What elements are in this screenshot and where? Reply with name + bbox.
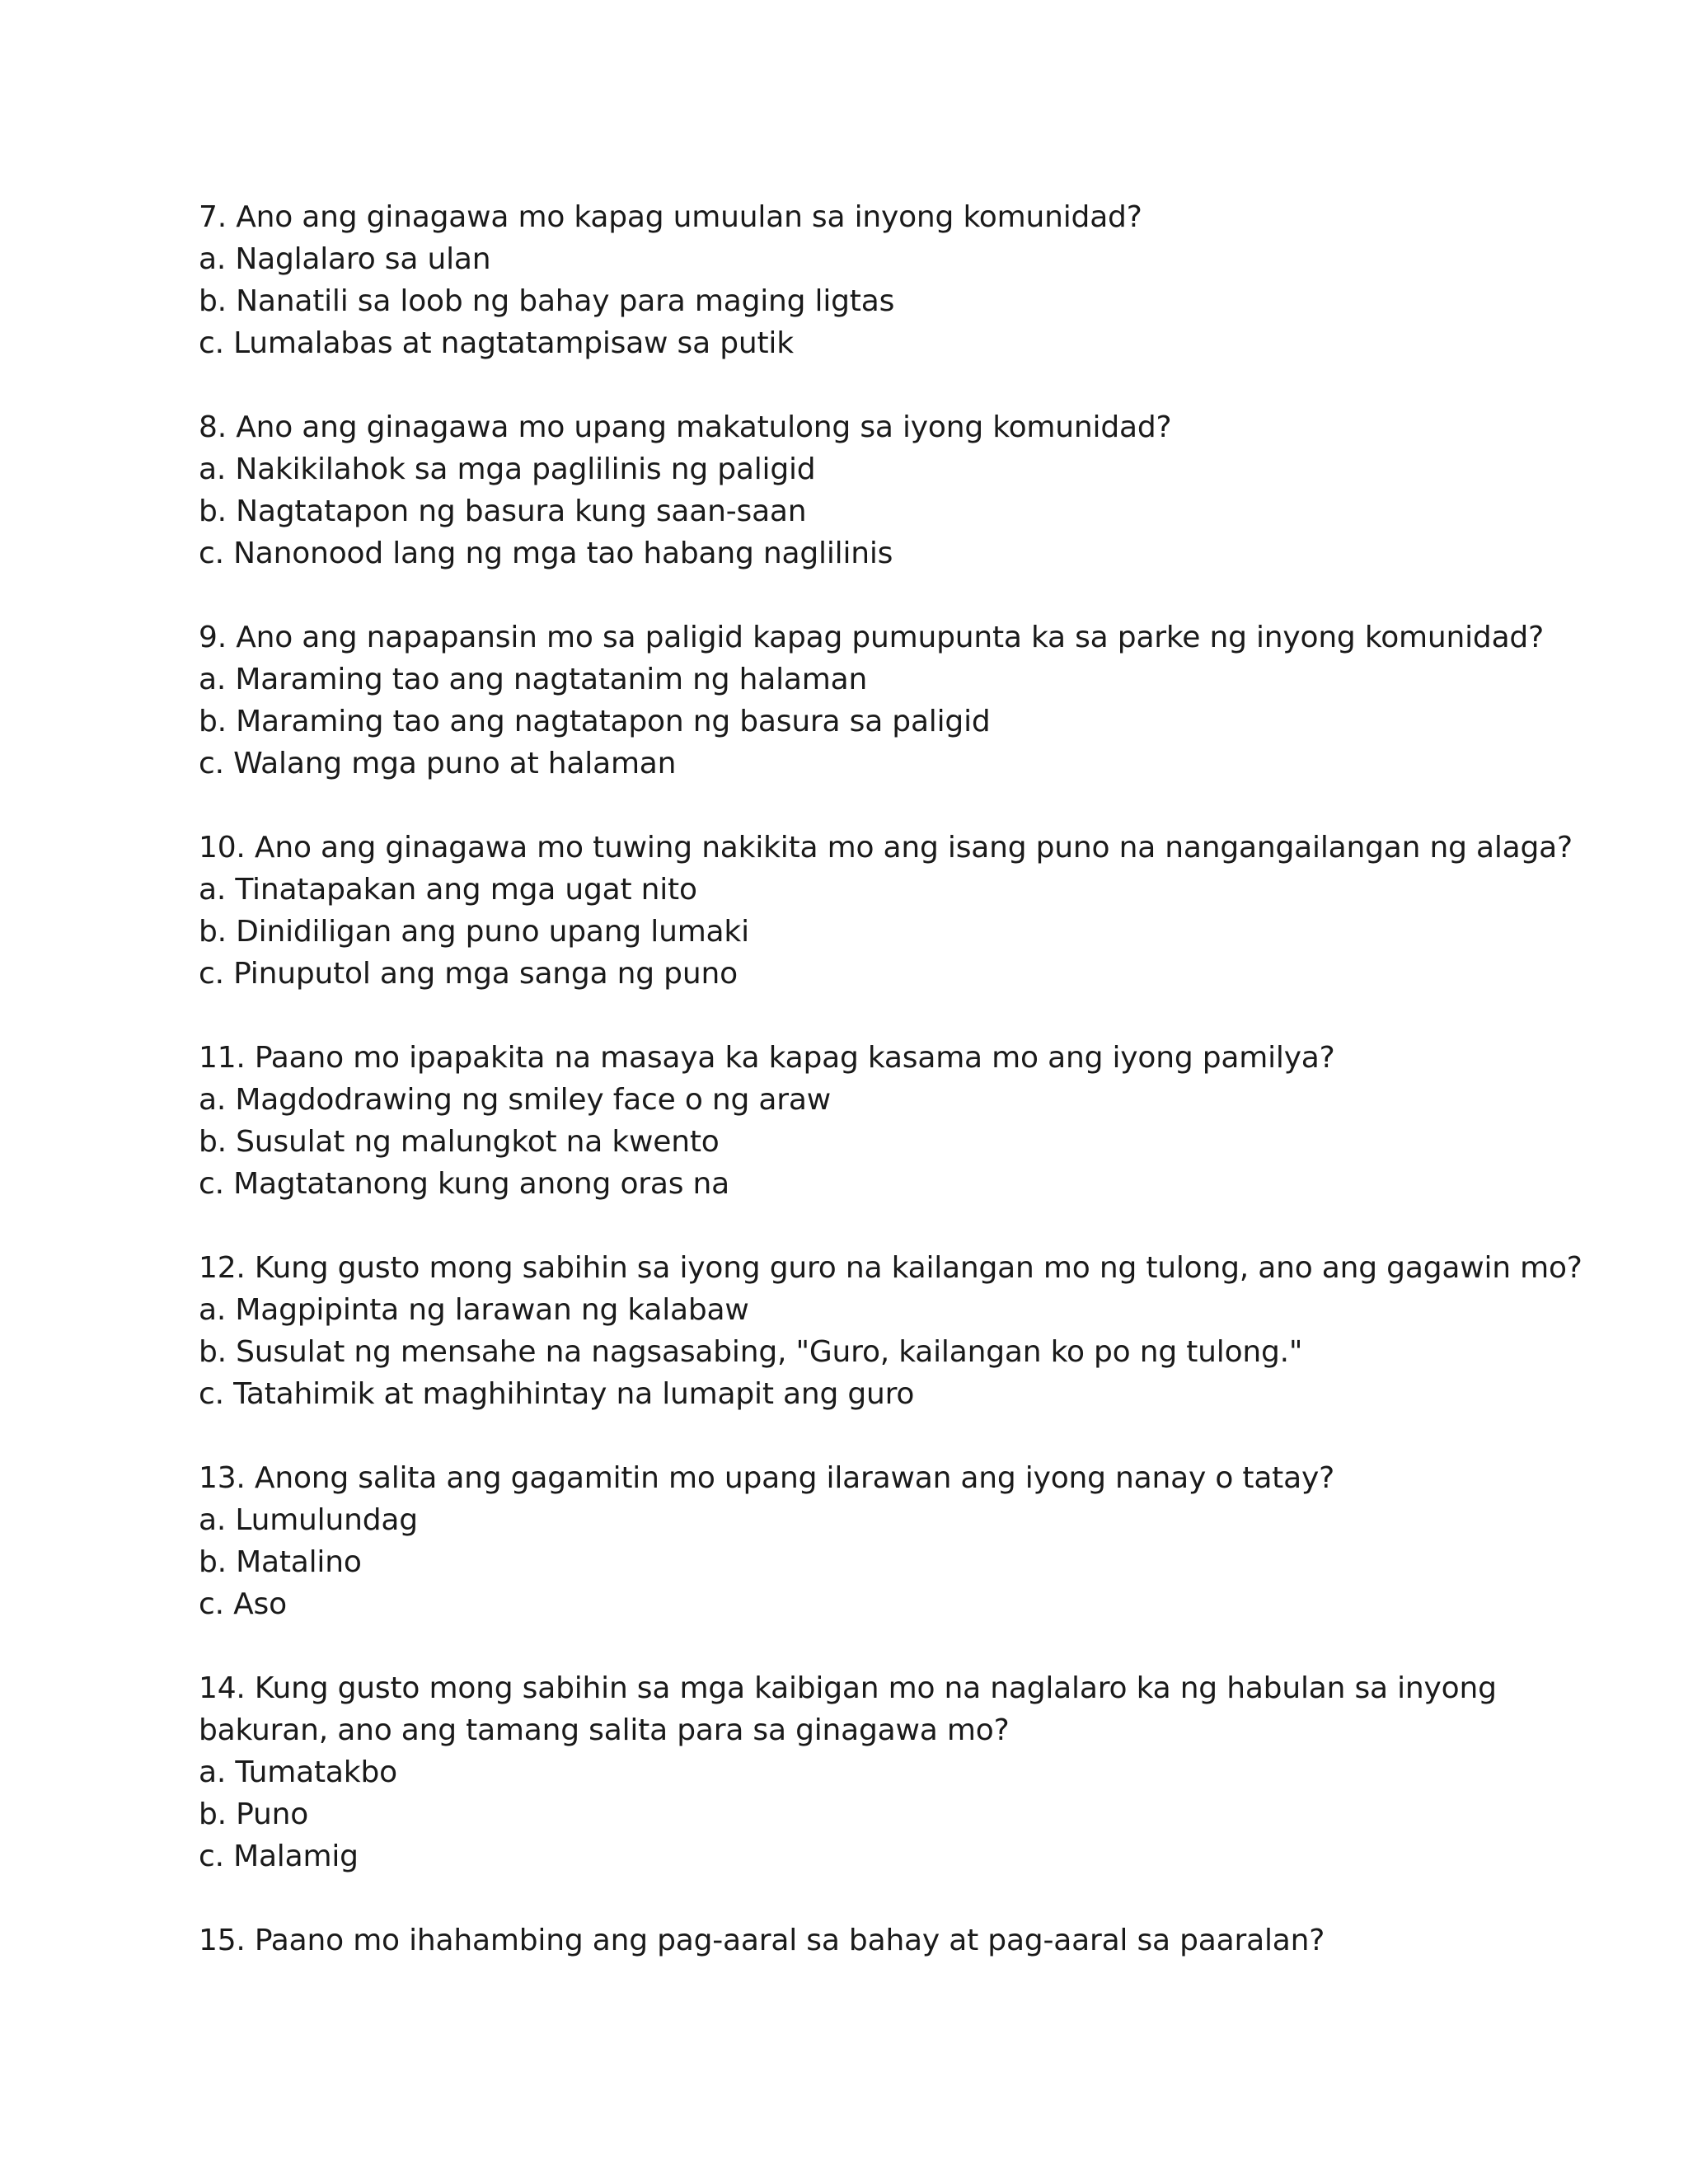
choice-b: b. Matalino [199,1545,362,1579]
question-9 [199,616,1544,785]
question-10 [199,827,1573,995]
choice-b: b. Nagtatapon ng basura kung saan-saan [199,494,807,528]
question-7 [199,196,1517,364]
choice-c: c. Lumalabas at nagtatampisaw sa putik [199,326,794,360]
choice-b: b. Dinidiligan ang puno upang lumaki [199,915,749,949]
choice-a: a. Lumulundag [199,1503,418,1537]
question-15 [199,1919,1517,1961]
worksheet-page [199,196,1582,2004]
choice-c: c. Pinuputol ang mga sanga ng puno [199,957,738,991]
question-text: 12. Kung gusto mong sabihin sa iyong guro na kailangan mo ng tulong, ano ang gagawin mo? [199,1251,1582,1285]
choice-a: a. Naglalaro sa ulan [199,242,491,276]
choice-a: a. Tumatakbo [199,1755,397,1789]
question-text: 13. Anong salita ang gagamitin mo upang ilarawan ang iyong nanay o tatay? [199,1461,1334,1495]
choice-c: c. Aso [199,1587,287,1621]
choice-b: b. Puno [199,1797,309,1831]
question-text: 9. Ano ang napapansin mo sa paligid kapag pumupunta ka sa parke ng inyong komunidad? [199,621,1544,654]
choice-a: a. Nakikilahok sa mga paglilinis ng paligid [199,452,816,486]
choice-c: c. Nanonood lang ng mga tao habang naglilinis [199,537,893,570]
question-text: 11. Paano mo ipapakita na masaya ka kapag kasama mo ang iyong pamilya? [199,1041,1335,1075]
question-text: 8. Ano ang ginagawa mo upang makatulong sa iyong komunidad? [199,410,1172,444]
choice-a: a. Magpipinta ng larawan ng kalabaw [199,1293,749,1327]
choice-b: b. Nanatili sa loob ng bahay para maging ligtas [199,284,895,318]
choice-c: c. Walang mga puno at halaman [199,747,677,780]
question-13 [199,1457,1517,1625]
question-8 [199,406,1517,574]
question-11 [199,1037,1517,1205]
question-text: 7. Ano ang ginagawa mo kapag umuulan sa inyong komunidad? [199,200,1142,234]
question-text-continued: bakuran, ano ang tamang salita para sa ginagawa mo? [199,1713,1010,1747]
question-text: 10. Ano ang ginagawa mo tuwing nakikita mo ang isang puno na nangangailangan ng alaga? [199,831,1573,865]
choice-a: a. Maraming tao ang nagtatanim ng halaman [199,663,868,696]
choice-c: c. Malamig [199,1840,359,1873]
choice-a: a. Tinatapakan ang mga ugat nito [199,873,697,907]
choice-b: b. Susulat ng malungkot na kwento [199,1125,720,1159]
choice-c: c. Magtatanong kung anong oras na [199,1167,730,1201]
choice-b: b. Susulat ng mensahe na nagsasabing, "Guro, kailangan ko po ng tulong." [199,1335,1303,1369]
question-14 [199,1667,1517,1877]
question-text: 14. Kung gusto mong sabihin sa mga kaibigan mo na naglalaro ka ng habulan sa inyong [199,1671,1497,1705]
question-12 [199,1247,1582,1415]
choice-b: b. Maraming tao ang nagtatapon ng basura sa paligid [199,705,991,738]
choice-a: a. Magdodrawing ng smiley face o ng araw [199,1083,831,1117]
choice-c: c. Tatahimik at maghihintay na lumapit ang guro [199,1377,915,1411]
question-text: 15. Paano mo ihahambing ang pag-aaral sa bahay at pag-aaral sa paaralan? [199,1924,1325,1957]
